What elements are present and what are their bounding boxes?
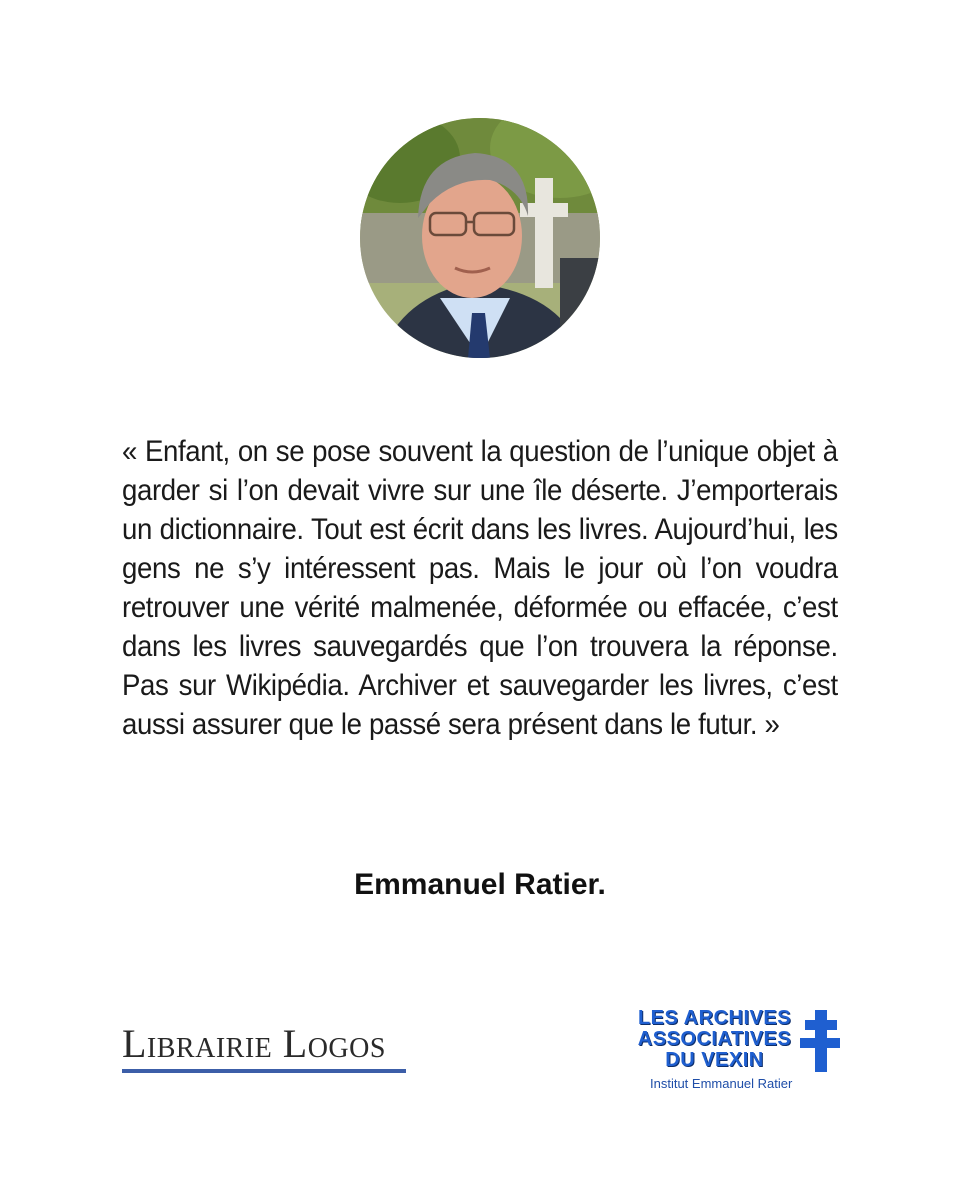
- quote-text: « Enfant, on se pose souvent la question de l’unique objet à garder si l’on devait vivre sur une île déserte. J’emporterais un dictionnaire. Tout est écrit dans les livres. Aujourd’hui, les gens ne s’y intéressent pas. Mais le jour où l’on voudra retrouver une vérité malmenée, déformée ou effacée, c’est dans les livres sauvegardés que l’on trouvera la réponse. Pas sur Wikipédia. Archiver et sauvegarder les livres, c’est aussi assurer que le passé sera présent dans le futur. »: [122, 435, 838, 741]
- archives-subtitle: Institut Emmanuel Ratier: [650, 1076, 793, 1091]
- lorraine-cross-icon: [800, 1010, 840, 1072]
- portrait-photo-icon: [360, 118, 600, 358]
- author-portrait: [360, 118, 600, 358]
- librairie-logos-wordmark: Librairie Logos: [122, 1021, 386, 1066]
- archives-title: [622, 1008, 807, 1071]
- archives-line-2: ASSOCIATIVES: [637, 1028, 792, 1050]
- librairie-logos-logo: [122, 1022, 406, 1073]
- archives-vexin-logo: [622, 1008, 842, 1098]
- archives-line-3: DU VEXIN: [665, 1049, 764, 1071]
- quote-author: Emmanuel Ratier.: [354, 868, 606, 901]
- archives-line-1: LES ARCHIVES: [637, 1007, 792, 1029]
- logo-underline: [122, 1069, 406, 1073]
